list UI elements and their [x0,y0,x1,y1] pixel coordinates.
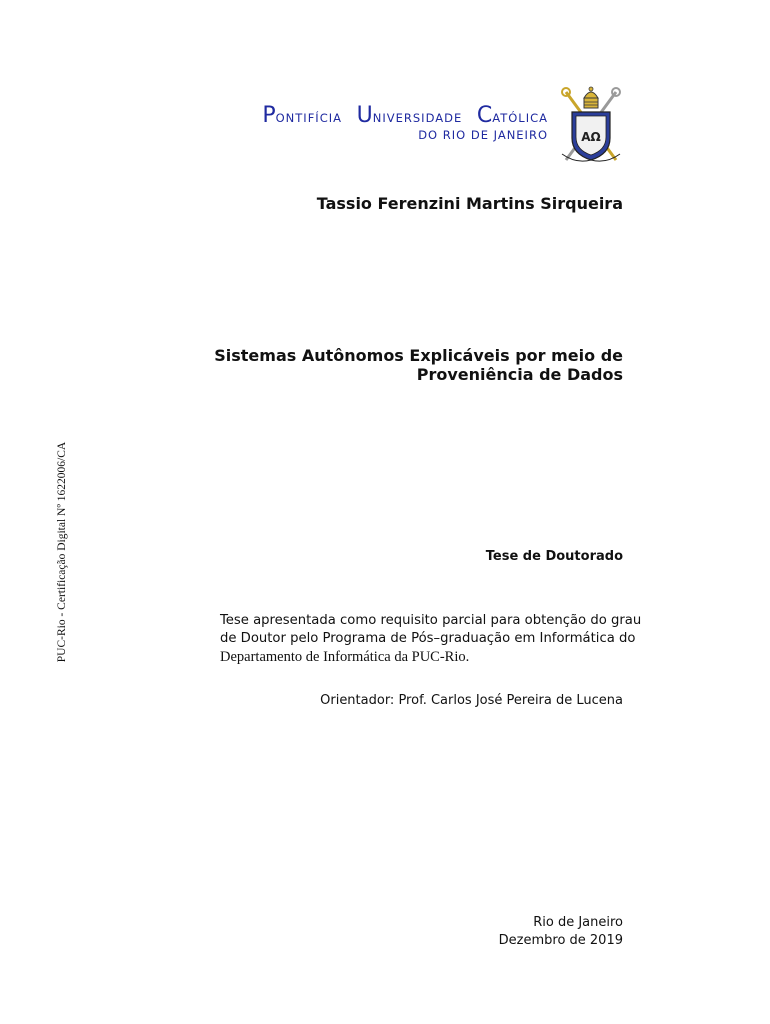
place-and-date [499,914,623,950]
thesis-title-line-1: Sistemas Autônomos Explicáveis por meio de [214,346,623,365]
university-crest-icon [558,84,624,166]
university-city: DO RIO DE JANEIRO [418,128,548,142]
svg-text:ΑΩ: ΑΩ [581,130,601,144]
university-name [262,103,548,131]
thesis-description [220,612,642,666]
university-word-catolica: CATÓLICA [476,103,548,128]
thesis-title [214,346,623,384]
certification-stamp: PUC-Rio - Certificação Digital Nº 1622006/CA [56,441,68,663]
date: Dezembro de 2019 [498,933,623,948]
thesis-title-line-2: Proveniência de Dados [416,365,623,384]
description-line-1: Tese apresentada como requisito parcial para obtenção do grau [220,613,642,628]
advisor: Orientador: Prof. Carlos José Pereira de Lucena [320,693,623,708]
description-line-2: de Doutor pelo Programa de Pós–graduação em Informática do [220,631,636,646]
degree-type: Tese de Doutorado [485,549,623,564]
university-word-universidade: UNIVERSIDADE [356,103,463,128]
place: Rio de Janeiro [533,915,623,930]
author-name: Tassio Ferenzini Martins Sirqueira [316,194,623,213]
university-header [262,103,548,141]
university-word-pontificia: PONTIFÍCIA [262,103,342,128]
description-line-3: Departamento de Informática da PUC-Rio. [220,649,470,665]
